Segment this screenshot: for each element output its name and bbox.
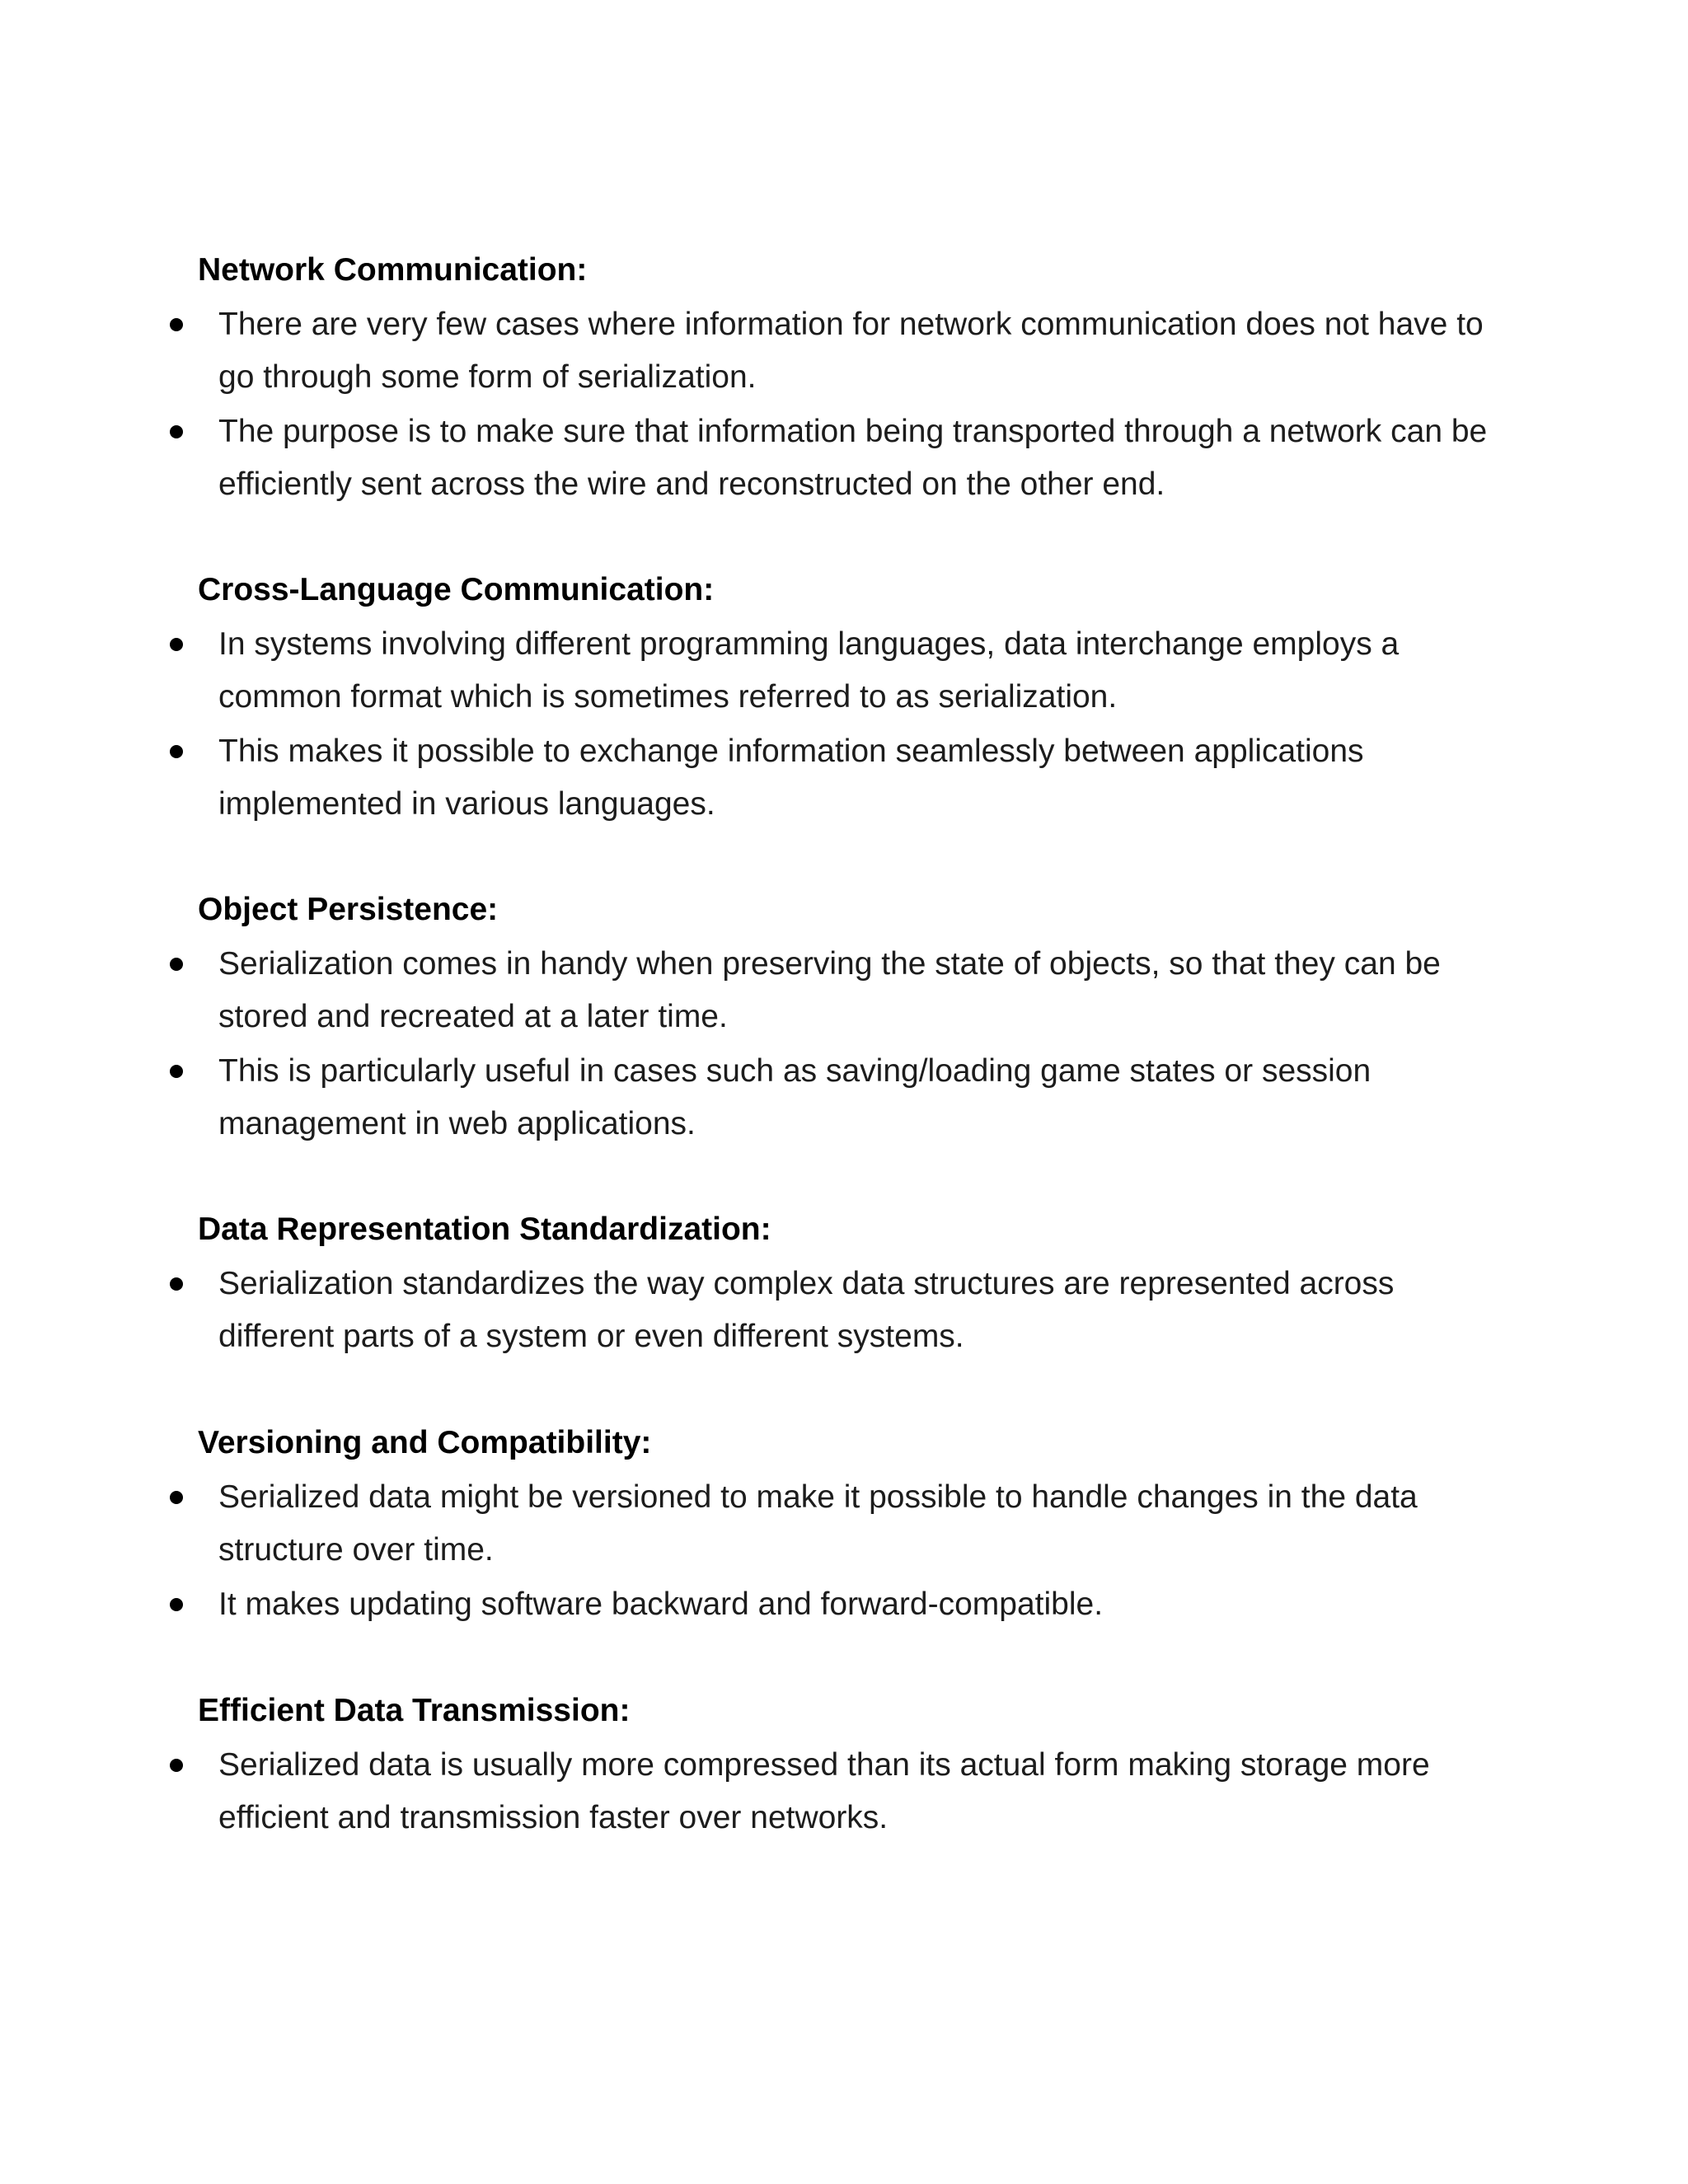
- bullet-icon: [170, 745, 183, 758]
- bullet-icon: [170, 425, 183, 438]
- bullet-icon: [170, 1491, 183, 1504]
- bullet-icon: [170, 1277, 183, 1291]
- list-item-text: This makes it possible to exchange information seamlessly between applications implemented in various languages.: [218, 733, 1364, 822]
- section-heading: Object Persistence:: [198, 892, 499, 927]
- list-item-text: In systems involving different programming languages, data interchange employs a common format which is sometimes referred to as serialization.: [218, 626, 1400, 715]
- list-item-text: There are very few cases where information for network communication does not have to go through some form of serialization.: [218, 307, 1484, 395]
- section-heading: Versioning and Compatibility:: [198, 1425, 652, 1460]
- bullet-icon: [170, 1065, 183, 1078]
- section-heading: Network Communication:: [198, 252, 588, 288]
- section-heading: Efficient Data Transmission:: [198, 1693, 631, 1728]
- bullet-icon: [170, 318, 183, 331]
- list-item-text: Serialization comes in handy when preserving the state of objects, so that they can be stored and recreated at a later time.: [218, 946, 1441, 1034]
- bullet-icon: [170, 958, 183, 971]
- list-item-text: This is particularly useful in cases such as saving/loading game states or session management in web applications.: [218, 1053, 1372, 1141]
- section-heading: Cross-Language Communication:: [198, 572, 715, 607]
- list-item-text: It makes updating software backward and forward-compatible.: [218, 1586, 1104, 1622]
- list-item-text: The purpose is to make sure that information being transported through a network can be efficiently sent across the wire and reconstructed on the other end.: [218, 414, 1488, 502]
- list-item-text: Serialized data is usually more compressed than its actual form making storage more efficient and transmission faster over networks.: [218, 1747, 1430, 1835]
- list-item-text: Serialized data might be versioned to make it possible to handle changes in the data structure over time.: [218, 1479, 1418, 1568]
- list-item-text: Serialization standardizes the way complex data structures are represented across different parts of a system or even different systems.: [218, 1266, 1395, 1354]
- bullet-icon: [170, 1598, 183, 1611]
- bullet-icon: [170, 1759, 183, 1772]
- section-heading: Data Representation Standardization:: [198, 1212, 771, 1247]
- bullet-icon: [170, 638, 183, 651]
